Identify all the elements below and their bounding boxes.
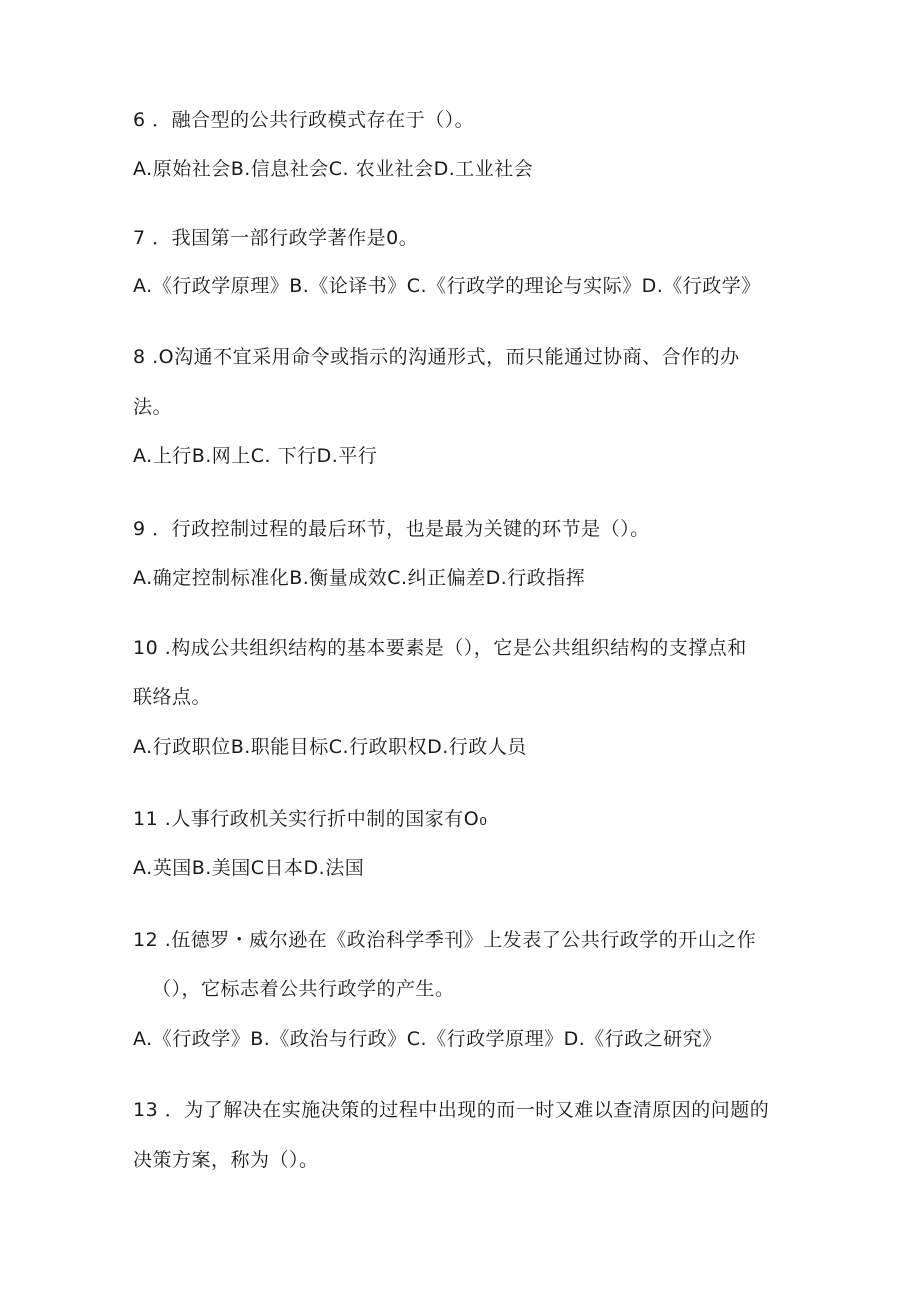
question-11-options: A.英国B.美国C日本D.法国 [133, 857, 365, 879]
question-12-stem-continued: （），它标志着公共行政学的产生。 [152, 978, 455, 1000]
question-7-stem: 7 ．我国第一部行政学著作是0。 [133, 227, 419, 249]
question-13-stem-continued: 决策方案，称为（）。 [133, 1149, 319, 1171]
question-12-options: A.《行政学》B.《政治与行政》C.《行政学原理》D.《行政之研究》 [133, 1028, 722, 1050]
question-10-stem: 10 .构成公共组织结构的基本要素是（），它是公共组织结构的支撑点和 [133, 637, 747, 659]
question-12-stem: 12 .伍德罗・威尔逊在《政治科学季刊》上发表了公共行政学的开山之作 [133, 929, 757, 951]
question-10-stem-continued: 联络点。 [133, 686, 212, 708]
question-13-stem: 13 ．为了解决在实施决策的过程中出现的而一时又难以查清原因的问题的 [133, 1099, 770, 1121]
question-8-options: A.上行B.网上C. 下行D.平行 [133, 445, 378, 467]
question-9-stem: 9 ．行政控制过程的最后环节，也是最为关键的环节是（）。 [133, 518, 650, 540]
question-11-stem: 11 .人事行政机关实行折中制的国家有O₀ [133, 808, 488, 830]
question-6-stem: 6 ．融合型的公共行政模式存在于（）。 [133, 109, 475, 131]
question-6-options: A.原始社会B.信息社会C. 农业社会D.工业社会 [133, 158, 534, 180]
question-10-options: A.行政职位B.职能目标C.行政职权D.行政人员 [133, 736, 527, 758]
question-8-stem-continued: 法。 [133, 396, 173, 418]
question-9-options: A.确定控制标准化B.衡量成效C.纠正偏差D.行政指挥 [133, 567, 586, 589]
question-8-stem: 8 .O沟通不宜采用命令或指示的沟通形式，而只能通过协商、合作的办 [133, 346, 740, 368]
question-7-options: A.《行政学原理》B.《论译书》C.《行政学的理论与实际》D.《行政学》 [133, 275, 761, 297]
